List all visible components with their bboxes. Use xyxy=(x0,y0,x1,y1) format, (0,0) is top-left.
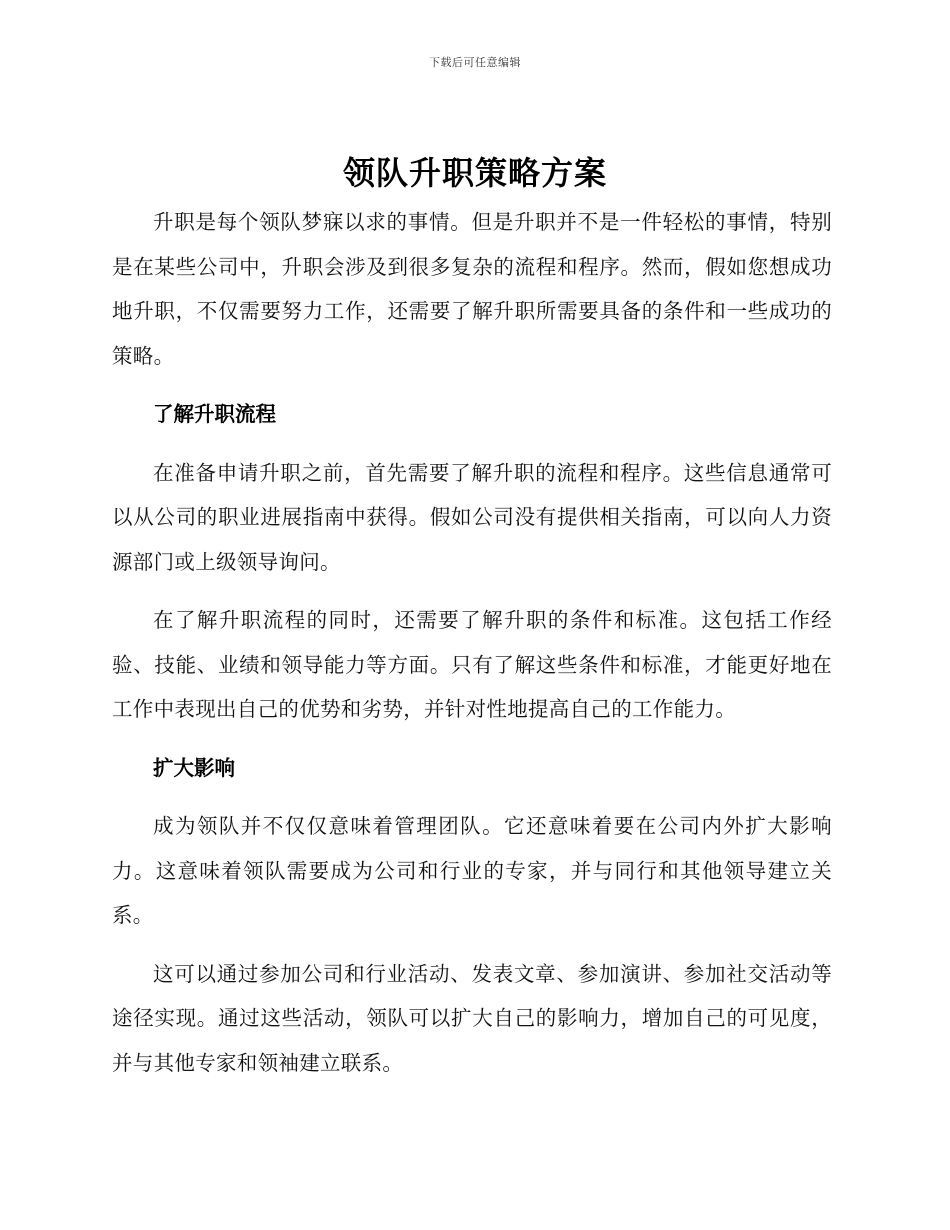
document-body xyxy=(112,200,832,1099)
section-1-paragraph-2: 在了解升职流程的同时，还需要了解升职的条件和标准。这包括工作经验、技能、业绩和领导能力等方面。只有了解这些条件和标准，才能更好地在工作中表现出自己的优势和劣势，并针对性地提高自己的工作能力。 xyxy=(112,608,832,721)
document-title: 领队升职策略方案 xyxy=(342,154,607,192)
header-note: 下载后可任意编辑 xyxy=(429,56,521,69)
section-2-paragraph-1: 成为领队并不仅仅意味着管理团队。它还意味着要在公司内外扩大影响力。这意味着领队需要成为公司和行业的专家，并与同行和其他领导建立关系。 xyxy=(112,814,832,927)
intro-paragraph: 升职是每个领队梦寐以求的事情。但是升职并不是一件轻松的事情，特别是在某些公司中，升职会涉及到很多复杂的流程和程序。然而，假如您想成功地升职，不仅需要努力工作，还需要了解升职所需要具备的条件和一些成功的策略。 xyxy=(112,210,832,368)
section-1-paragraph-1: 在准备申请升职之前，首先需要了解升职的流程和程序。这些信息通常可以从公司的职业进展指南中获得。假如公司没有提供相关指南，可以向人力资源部门或上级领导询问。 xyxy=(112,460,832,574)
section-heading-promotion-process: 了解升职流程 xyxy=(153,402,276,426)
section-2-paragraph-2: 这可以通过参加公司和行业活动、发表文章、参加演讲、参加社交活动等途径实现。通过这些活动，领队可以扩大自己的影响力，增加自己的可见度，并与其他专家和领袖建立联系。 xyxy=(112,961,832,1075)
section-heading-expand-influence: 扩大影响 xyxy=(153,755,235,780)
